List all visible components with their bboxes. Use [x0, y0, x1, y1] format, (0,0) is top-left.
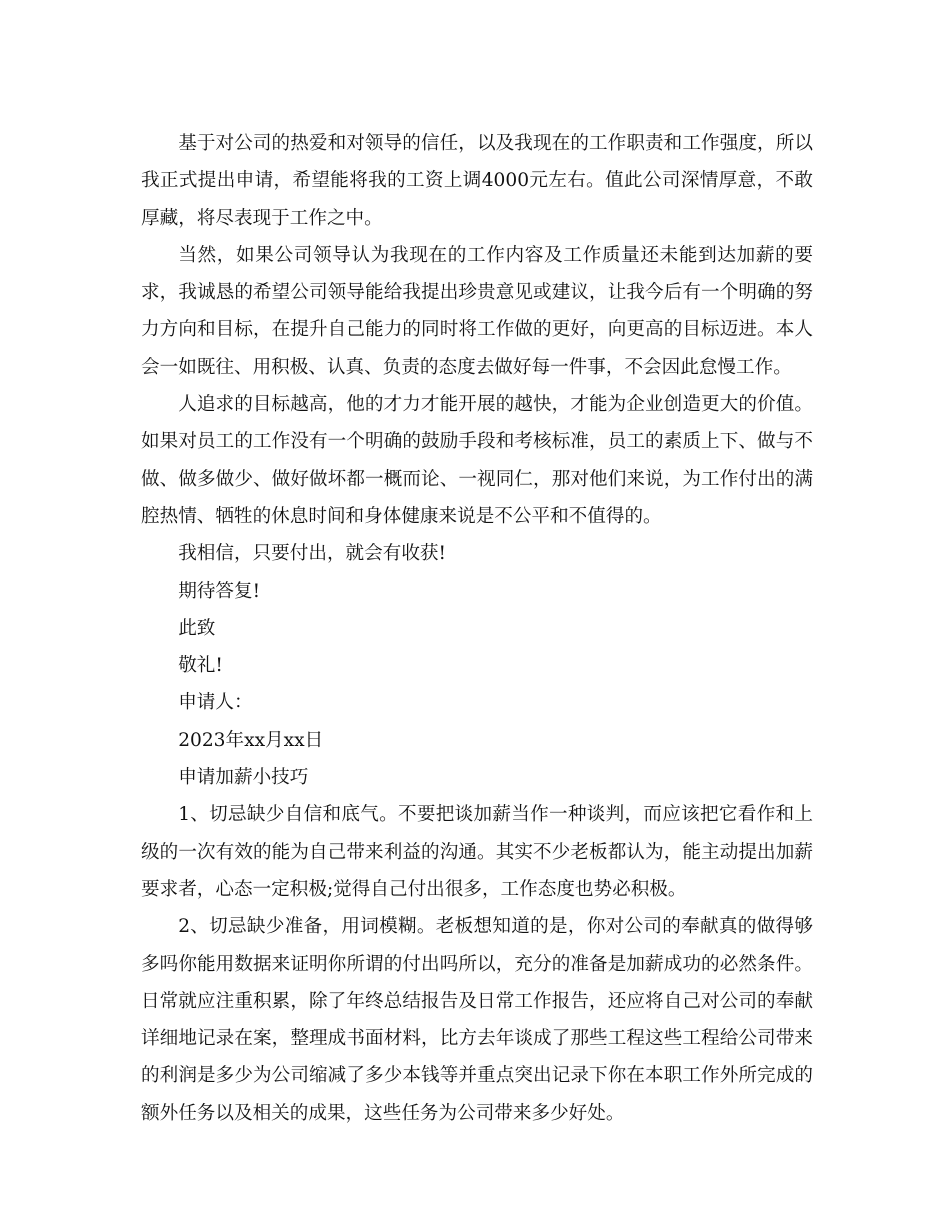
body-paragraph-1: 基于对公司的热爱和对领导的信任，以及我现在的工作职责和工作强度，所以我正式提出申请，希望能将我的工资上调4000元左右。值此公司深情厚意，不敢厚藏，将尽表现于工作之中。 [141, 133, 813, 229]
tip-item-1: 1、切忌缺少自信和底气。不要把谈加薪当作一种谈判，而应该把它看作和上级的一次有效的能为自己带来利益的沟通。其实不少老板都认为，能主动提出加薪要求者，心态一定积极;觉得自己付出很多，工作态度也势必积极。 [141, 804, 813, 900]
tips-heading: 申请加薪小技巧 [178, 767, 309, 789]
await-reply-line: 期待答复! [178, 580, 261, 602]
belief-line: 我相信，只要付出，就会有收获! [178, 543, 446, 565]
document-page [141, 125, 813, 1132]
salutation-line-1: 此致 [178, 617, 216, 639]
salutation-line-2: 敬礼! [178, 655, 223, 677]
date-line: 2023年xx月xx日 [178, 729, 324, 751]
applicant-line: 申请人： [178, 692, 253, 714]
body-paragraph-3: 人追求的目标越高，他的才力才能开展的越快，才能为企业创造更大的价值。如果对员工的工作没有一个明确的鼓励手段和考核标准，员工的素质上下、做与不做、做多做少、做好做坏都一概而论、一视同仁，那对他们来说，为工作付出的满腔热情、牺牲的休息时间和身体健康来说是不公平和不值得的。 [141, 394, 813, 527]
body-paragraph-2: 当然，如果公司领导认为我现在的工作内容及工作质量还未能到达加薪的要求，我诚恳的希望公司领导能给我提出珍贵意见或建议，让我今后有一个明确的努力方向和目标，在提升自己能力的同时将工作做的更好，向更高的目标迈进。本人会一如既往、用积极、认真、负责的态度去做好每一件事，不会因此怠慢工作。 [141, 244, 813, 378]
tip-item-2: 2、切忌缺少准备，用词模糊。老板想知道的是，你对公司的奉献真的做得够多吗你能用数据来证明你所谓的付出吗所以，充分的准备是加薪成功的必然条件。日常就应注重积累，除了年终总结报告及日常工作报告，还应将自己对公司的奉献详细地记录在案，整理成书面材料，比方去年谈成了那些工程这些工程给公司带来的利润是多少为公司缩减了多少本钱等并重点突出记录下你在本职工作外所完成的额外任务以及相关的成果，这些任务为公司带来多少好处。 [141, 916, 813, 1124]
